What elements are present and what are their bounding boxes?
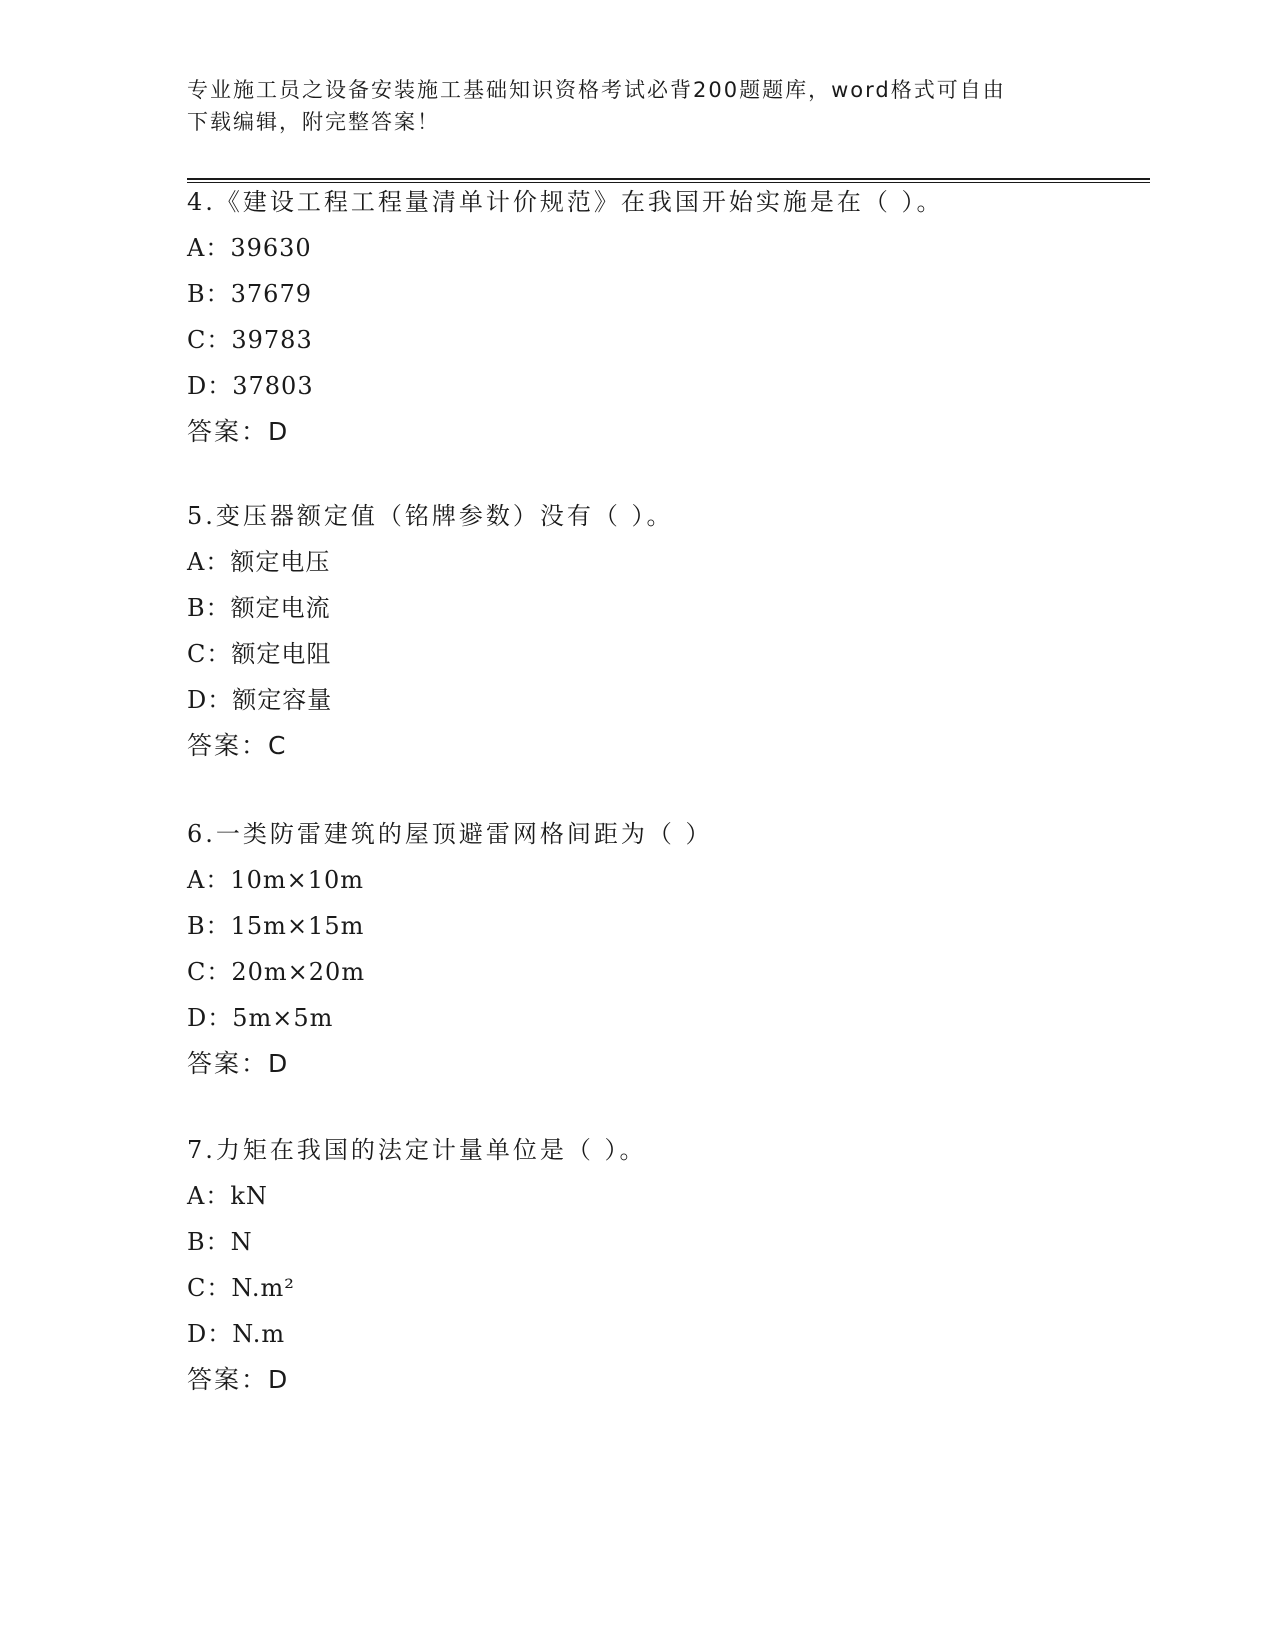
option-c: [187, 949, 1147, 995]
option-letter: B：: [187, 1228, 231, 1256]
option-letter: D：: [187, 1004, 233, 1032]
option-text: N: [230, 1228, 253, 1256]
option-text: 额定电压: [230, 548, 331, 576]
question-title: 6.一类防雷建筑的屋顶避雷网格间距为（ ）: [187, 820, 713, 848]
option-d: [187, 677, 1147, 723]
option-letter: B：: [187, 912, 231, 940]
question-6: [187, 812, 1147, 1087]
answer: 答案：D: [187, 417, 290, 446]
option-letter: D：: [187, 1320, 233, 1348]
option-text: 额定容量: [232, 686, 333, 714]
option-letter: C：: [187, 958, 232, 986]
answer: 答案：C: [187, 731, 288, 760]
option-letter: C：: [187, 640, 232, 668]
question-title: 7.力矩在我国的法定计量单位是（ ）。: [187, 1136, 647, 1164]
option-d: [187, 1311, 1147, 1357]
option-d: [187, 995, 1147, 1041]
option-text: 39783: [231, 326, 313, 354]
option-letter: D：: [187, 686, 233, 714]
option-text: 15m×15m: [230, 912, 365, 940]
option-letter: B：: [187, 280, 231, 308]
question-7: [187, 1128, 1147, 1403]
option-letter: A：: [187, 234, 231, 262]
option-c: [187, 317, 1147, 363]
option-b: [187, 1219, 1147, 1265]
option-a: [187, 857, 1147, 903]
option-letter: D：: [187, 372, 233, 400]
option-c: [187, 631, 1147, 677]
option-letter: C：: [187, 326, 232, 354]
option-text: 20m×20m: [231, 958, 366, 986]
answer: 答案：D: [187, 1365, 290, 1394]
option-letter: B：: [187, 594, 231, 622]
option-text: 5m×5m: [232, 1004, 334, 1032]
option-a: [187, 1173, 1147, 1219]
header-line-1: 专业施工员之设备安装施工基础知识资格考试必背200题题库，word格式可自由: [187, 78, 1006, 102]
option-text: 额定电阻: [231, 640, 332, 668]
option-text: 额定电流: [230, 594, 331, 622]
option-letter: C：: [187, 1274, 232, 1302]
option-d: [187, 363, 1147, 409]
header-line-2: 下载编辑，附完整答案！: [187, 110, 440, 134]
option-letter: A：: [187, 548, 231, 576]
question-title: 4.《建设工程工程量清单计价规范》在我国开始实施是在（ ）。: [187, 188, 944, 216]
option-text: 37679: [230, 280, 312, 308]
option-a: [187, 225, 1147, 271]
option-text: N.m²: [231, 1274, 295, 1302]
option-b: [187, 585, 1147, 631]
option-text: N.m: [232, 1320, 286, 1348]
option-c: [187, 1265, 1147, 1311]
option-text: 10m×10m: [230, 866, 365, 894]
option-text: 39630: [230, 234, 312, 262]
option-b: [187, 271, 1147, 317]
option-letter: A：: [187, 866, 231, 894]
answer: 答案：D: [187, 1049, 290, 1078]
document-header: [187, 74, 1087, 138]
option-b: [187, 903, 1147, 949]
question-5: [187, 494, 1147, 769]
option-text: kN: [230, 1182, 268, 1210]
option-a: [187, 539, 1147, 585]
option-text: 37803: [232, 372, 314, 400]
option-letter: A：: [187, 1182, 231, 1210]
question-title: 5.变压器额定值（铭牌参数）没有（ ）。: [187, 502, 674, 530]
question-4: [187, 180, 1147, 455]
